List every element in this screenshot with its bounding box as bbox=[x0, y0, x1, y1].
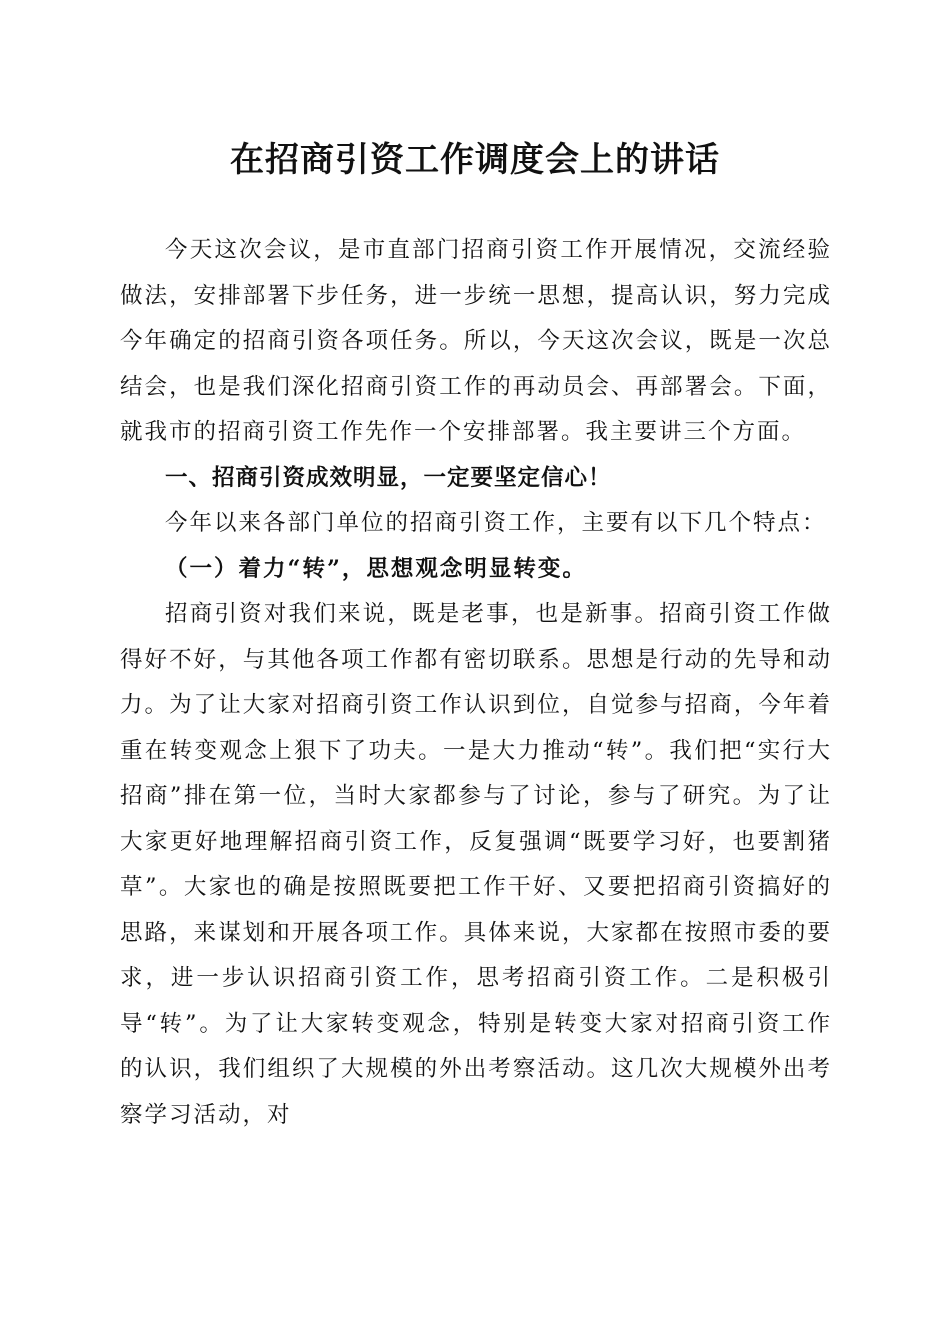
subsection-heading-1: （一）着力“转”，思想观念明显转变。 bbox=[165, 555, 587, 582]
features-intro-paragraph: 今年以来各部门单位的招商引资工作，主要有以下几个特点： bbox=[165, 510, 827, 536]
intro-paragraph: 今天这次会议，是市直部门招商引资工作开展情况，交流经验做法，安排部署下步任务，进一步统一思想，提高认识，努力完成今年确定的招商引资各项任务。所以，今天这次会议，既是一次总结会，也是我们深化招商引资工作的再动员会、再部署会。下面，就我市的招商引资工作先作一个安排部署。我主要讲三个方面。 bbox=[120, 237, 832, 445]
section-heading-1: 一、招商引资成效明显，一定要坚定信心！ bbox=[165, 464, 612, 491]
body-paragraph: 招商引资对我们来说，既是老事，也是新事。招商引资工作做得好不好，与其他各项工作都有密切联系。思想是行动的先导和动力。为了让大家对招商引资工作认识到位，自觉参与招商，今年着重在转变观念上狠下了功夫。一是大力推动“转”。我们把“实行大招商”排在第一位，当时大家都参与了讨论，参与了研究。为了让大家更好地理解招商引资工作，反复强调“既要学习好，也要割猪草”。大家也的确是按照既要把工作干好、又要把招商引资搞好的思路，来谋划和开展各项工作。具体来说，大家都在按照市委的要求，进一步认识招商引资工作，思考招商引资工作。二是积极引导“转”。为了让大家转变观念，特别是转变大家对招商引资工作的认识，我们组织了大规模的外出考察活动。这几次大规模外出考察学习活动，对 bbox=[120, 601, 832, 1128]
document-body bbox=[120, 228, 832, 1138]
document-title: 在招商引资工作调度会上的讲话 bbox=[230, 140, 720, 180]
